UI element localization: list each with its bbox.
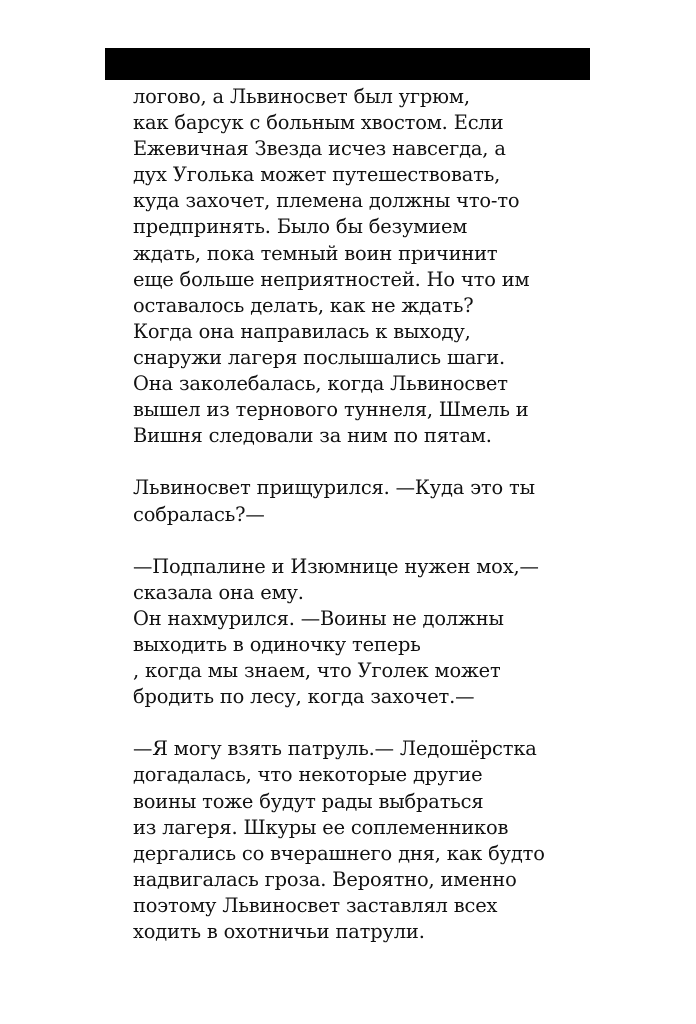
text-line: Когда она направилась к выходу,: [133, 319, 471, 343]
paragraph-3: [133, 554, 653, 711]
text-line: —Подпалине и Изюмнице нужен мох,—: [133, 554, 539, 578]
text-line: догадалась, что некоторые другие: [133, 763, 483, 787]
text-line: дергались со вчерашнего дня, как будто: [133, 841, 545, 865]
text-line: Он нахмурился. —Воины не должны: [133, 606, 504, 630]
text-line: , когда мы знаем, что Уголек может: [133, 659, 501, 683]
redaction-bar: [105, 48, 590, 80]
paragraph-gap: [133, 710, 653, 736]
text-line: ждать, пока темный воин причинит: [133, 241, 498, 265]
paragraph-gap: [133, 449, 653, 475]
text-line: бродить по лесу, когда захочет.—: [133, 685, 475, 709]
text-line: Львиносвет прищурился. —Куда это ты: [133, 476, 535, 500]
text-line: вышел из тернового туннеля, Шмель и: [133, 398, 529, 422]
text-line: надвигалась гроза. Вероятно, именно: [133, 867, 517, 891]
text-line: предпринять. Было бы безумием: [133, 215, 468, 239]
text-line: оставалось делать, как не ждать?: [133, 293, 474, 317]
text-line: собралась?—: [133, 502, 265, 526]
text-line: поэтому Львиносвет заставлял всех: [133, 893, 498, 917]
paragraph-4: [133, 736, 653, 945]
page-text: [133, 84, 653, 945]
text-line: сказала она ему.: [133, 580, 304, 604]
text-line: еще больше неприятностей. Но что им: [133, 267, 530, 291]
text-line: куда захочет, племена должны что-то: [133, 189, 520, 213]
text-line: —Я могу взять патруль.— Ледошёрстка: [133, 737, 537, 761]
text-line: как барсук с больным хвостом. Если: [133, 111, 504, 135]
text-line: из лагеря. Шкуры ее соплеменников: [133, 815, 509, 839]
text-line: Она заколебалась, когда Львиносвет: [133, 372, 508, 396]
text-line: ходить в охотничьи патрули.: [133, 920, 425, 943]
text-line: дух Уголька может путешествовать,: [133, 163, 501, 187]
paragraph-2: [133, 475, 653, 527]
text-line: Ежевичная Звезда исчез навсегда, а: [133, 137, 506, 161]
text-line: логово, а Львиносвет был угрюм,: [133, 85, 470, 108]
text-line: Вишня следовали за ним по пятам.: [133, 424, 492, 448]
paragraph-1: [133, 84, 653, 449]
text-line: воины тоже будут рады выбраться: [133, 789, 484, 813]
paragraph-gap: [133, 528, 653, 554]
text-line: снаружи лагеря послышались шаги.: [133, 345, 506, 369]
text-line: выходить в одиночку теперь: [133, 632, 421, 656]
